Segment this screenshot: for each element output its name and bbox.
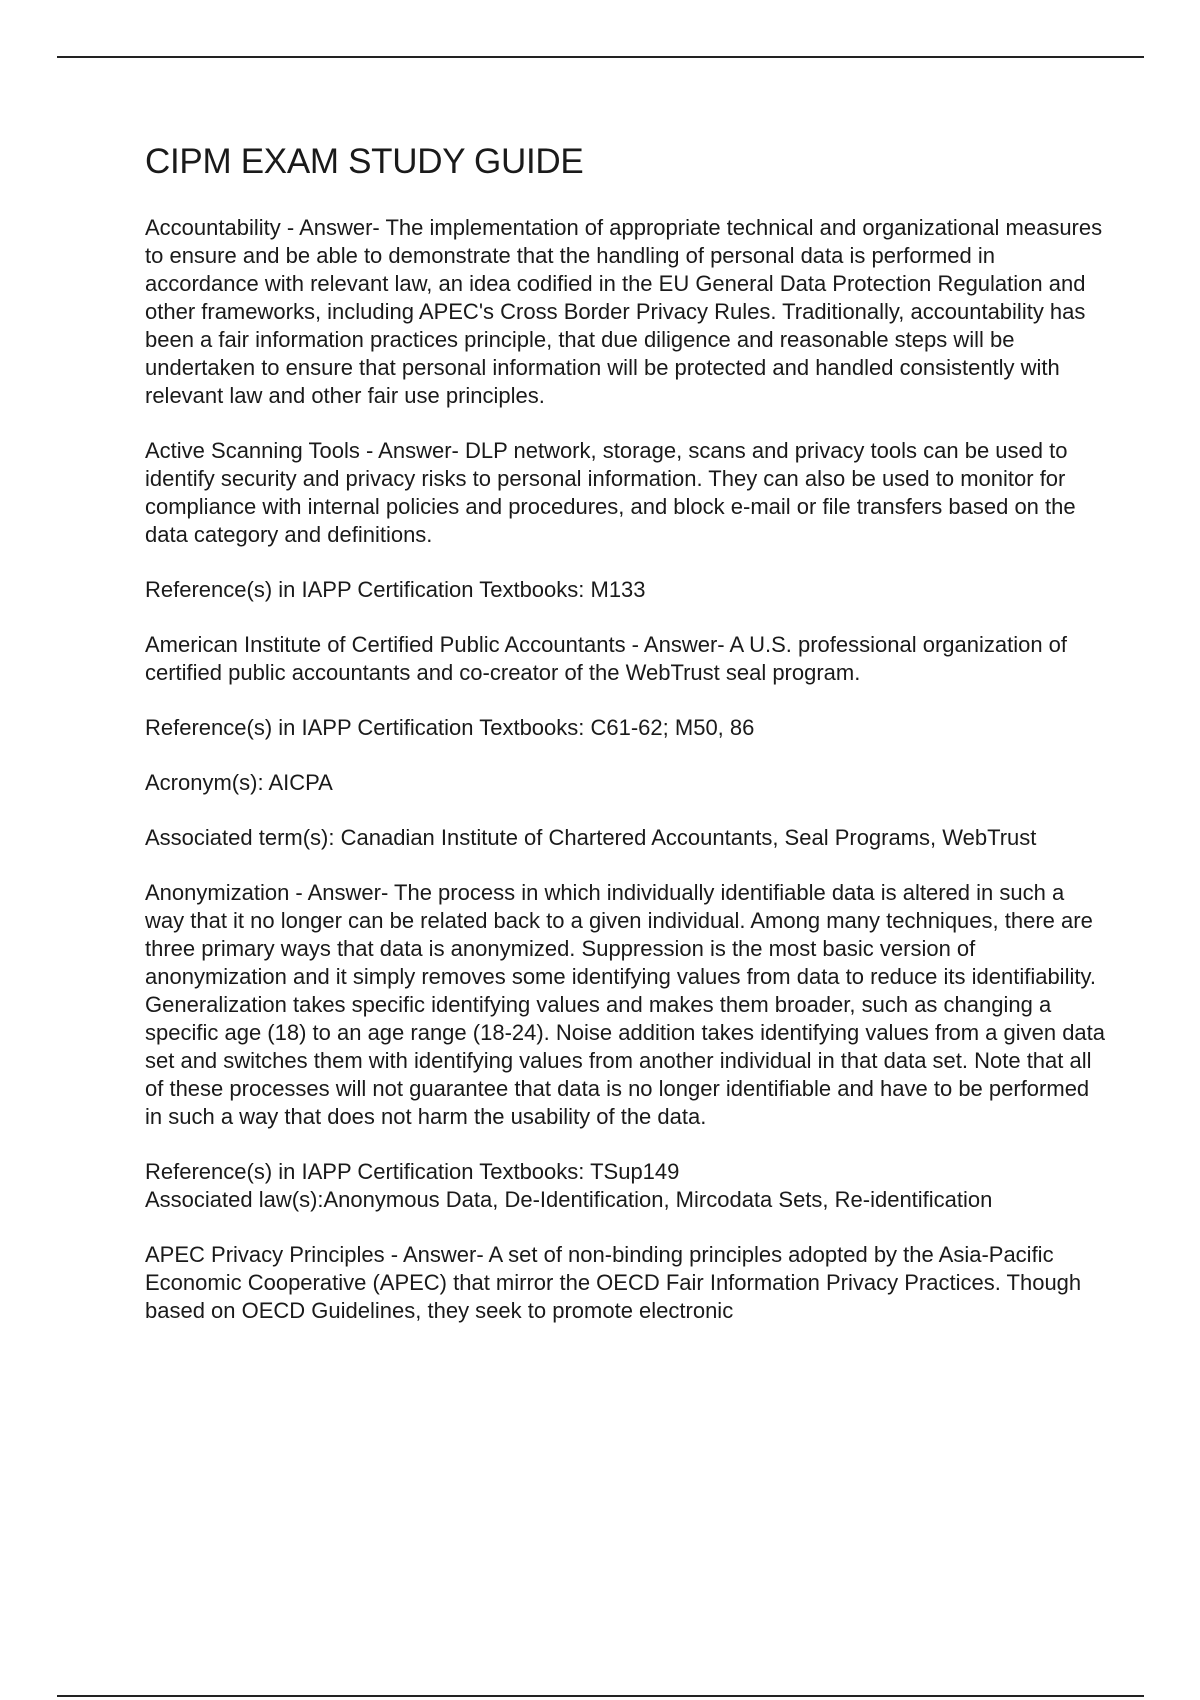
bottom-divider bbox=[57, 1695, 1144, 1697]
entry-anonymization: Anonymization - Answer- The process in which individually identifiable data is altered in such a way that it no longer can be related back to a given individual. Among many techniques, there are three primary ways that data is anonymized. Suppression is the most basic version of anonymization and it simply removes some identifying values from data to reduce its identifiability. Generalization takes specific identifying values and makes them broader, such as changing a specific age (18) to an age range (18-24). Noise addition takes identifying values from a given data set and switches them with identifying values from another individual in that data set. Note that all of these processes will not guarantee that data is no longer identifiable and have to be performed in such a way that does not harm the usability of the data. bbox=[145, 879, 1106, 1129]
reference-aicpa: Reference(s) in IAPP Certification Textbooks: C61-62; M50, 86 bbox=[145, 714, 755, 740]
entry-aicpa: American Institute of Certified Public Accountants - Answer- A U.S. professional organization of certified public accountants and co-creator of the WebTrust seal program. bbox=[145, 631, 1068, 685]
associated-laws-anonymization: Associated law(s):Anonymous Data, De-Identification, Mircodata Sets, Re-identification bbox=[145, 1186, 993, 1212]
reference-anonymization: Reference(s) in IAPP Certification Textbooks: TSup149 bbox=[145, 1158, 680, 1184]
document-body bbox=[145, 140, 1105, 1352]
associated-terms-aicpa: Associated term(s): Canadian Institute of Chartered Accountants, Seal Programs, WebTrust bbox=[145, 824, 1037, 850]
acronym-aicpa: Acronym(s): AICPA bbox=[145, 769, 333, 795]
reference-active-scanning: Reference(s) in IAPP Certification Textbooks: M133 bbox=[145, 576, 646, 602]
top-divider bbox=[57, 56, 1144, 58]
entry-apec-privacy-principles: APEC Privacy Principles - Answer- A set of non-binding principles adopted by the Asia-Pacific Economic Cooperative (APEC) that mirror the OECD Fair Information Privacy Practices. Though based on OECD Guidelines, they seek to promote electronic bbox=[145, 1241, 1082, 1323]
entry-active-scanning-tools: Active Scanning Tools - Answer- DLP network, storage, scans and privacy tools can be used to identify security and privacy risks to personal information. They can also be used to monitor for compliance with internal policies and procedures, and block e-mail or file transfers based on the data category and definitions. bbox=[145, 437, 1076, 547]
entry-accountability: Accountability - Answer- The implementation of appropriate technical and organizational measures to ensure and be able to demonstrate that the handling of personal data is performed in accordance with relevant law, an idea codified in the EU General Data Protection Regulation and other frameworks, including APEC's Cross Border Privacy Rules. Traditionally, accountability has been a fair information practices principle, that due diligence and reasonable steps will be undertaken to ensure that personal information will be protected and handled consistently with relevant law and other fair use principles. bbox=[145, 214, 1103, 408]
page-title: CIPM EXAM STUDY GUIDE bbox=[145, 142, 584, 181]
